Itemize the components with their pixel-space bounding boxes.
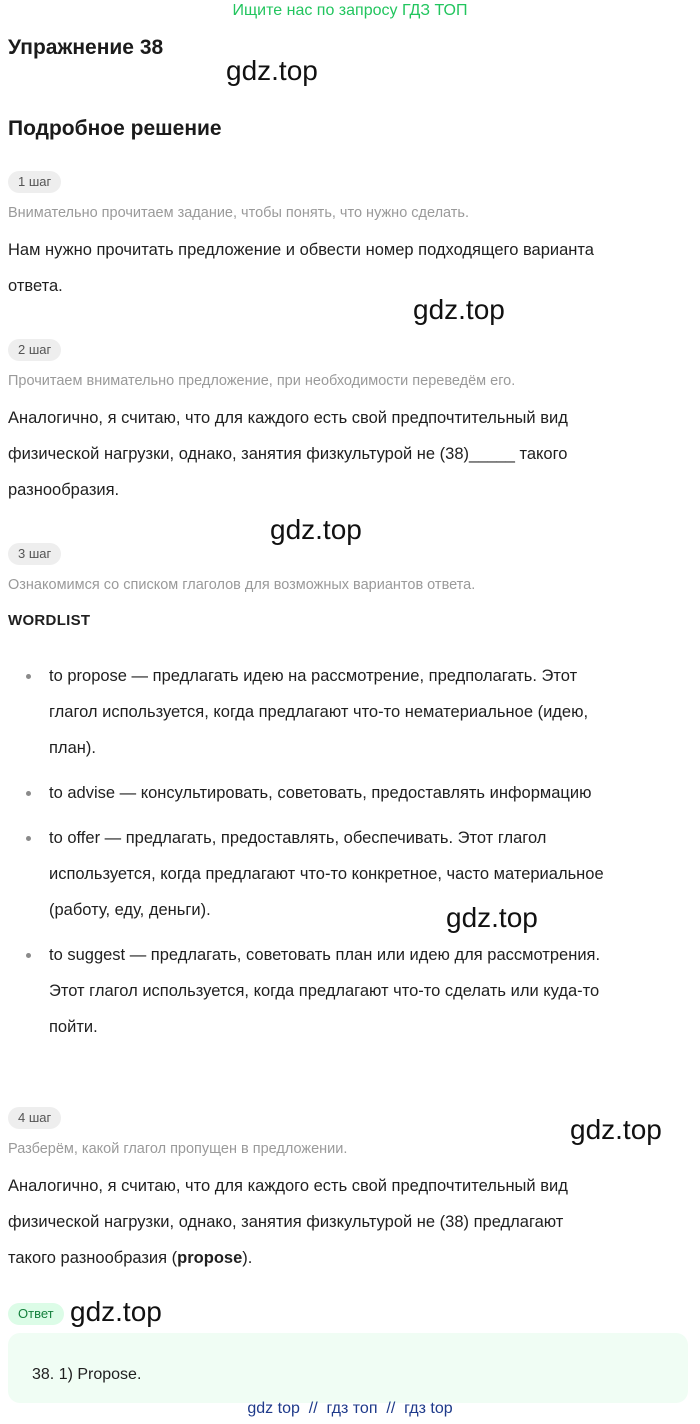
section-title: Подробное решение — [8, 117, 222, 140]
text-line: Нам нужно прочитать предложение и обвести номер подходящего варианта — [8, 241, 594, 259]
text-line: ответа. — [8, 277, 63, 295]
step-label: 4 шаг — [8, 1107, 61, 1129]
text-line: (работу, еду, деньги). — [49, 901, 211, 919]
search-banner: Ищите нас по запросу ГДЗ ТОП — [232, 2, 468, 19]
step-1-hint: Внимательно прочитаем задание, чтобы понять, что нужно сделать. — [8, 205, 470, 221]
text-line: физической нагрузки, однако, занятия физкультурой не (38) предлагают — [8, 1213, 564, 1231]
text-line: глагол используется, когда предлагают что-то нематериальное (идею, — [49, 703, 589, 721]
text-line: Аналогично, я считаю, что для каждого есть свой предпочтительный вид — [8, 409, 568, 427]
step-4-badge — [8, 1107, 61, 1129]
text-line: to advise — консультировать, советовать, предоставлять информацию — [49, 784, 592, 802]
text-line — [8, 1240, 693, 1276]
wordlist — [8, 658, 688, 1045]
answer-badge — [8, 1303, 64, 1325]
list-item — [8, 658, 688, 766]
text-line: to offer — предлагать, предоставлять, обеспечивать. Этот глагол — [49, 829, 547, 847]
list-item — [8, 820, 688, 928]
step-3-hint: Ознакомимся со списком глаголов для возможных вариантов ответа. — [8, 577, 476, 593]
step-3-badge — [8, 543, 61, 565]
watermark: gdz.top — [226, 55, 318, 86]
watermark: gdz.top — [270, 514, 362, 545]
step-1-badge — [8, 171, 61, 193]
text-line: Этот глагол используется, когда предлагают что-то сделать или куда-то — [49, 982, 600, 1000]
list-item — [8, 775, 688, 811]
watermark: gdz.top — [70, 1296, 162, 1327]
wordlist-heading: WORDLIST — [8, 612, 91, 629]
step-1-text — [8, 232, 693, 304]
step-2-hint: Прочитаем внимательно предложение, при необходимости переведём его. — [8, 373, 516, 389]
text-line: пойти. — [49, 1018, 98, 1036]
page-title: Упражнение 38 — [8, 36, 164, 59]
text-line: используется, когда предлагают что-то конкретное, часто материальное — [49, 865, 604, 883]
step-label: 1 шаг — [8, 171, 61, 193]
text-line: план). — [49, 739, 96, 757]
footer-links: gdz top // гдз топ // гдз top — [247, 1400, 453, 1417]
step-label: 2 шаг — [8, 339, 61, 361]
answer-text: 38. 1) Propose. — [32, 1366, 142, 1383]
text-line: разнообразия. — [8, 481, 120, 499]
text-fragment: такого разнообразия ( — [8, 1249, 178, 1267]
watermark: gdz.top — [413, 294, 505, 325]
text-line: to suggest — предлагать, советовать план или идею для рассмотрения. — [49, 946, 601, 964]
step-4-text — [8, 1168, 693, 1276]
step-2-text — [8, 400, 693, 508]
answer-word: propose — [177, 1249, 243, 1267]
watermark: gdz.top — [570, 1114, 662, 1145]
text-line: Аналогично, я считаю, что для каждого есть свой предпочтительный вид — [8, 1177, 568, 1195]
text-fragment: ). — [242, 1249, 253, 1267]
text-line: физической нагрузки, однако, занятия физкультурой не (38)_____ такого — [8, 445, 568, 463]
step-label: 3 шаг — [8, 543, 61, 565]
watermark: gdz.top — [446, 902, 538, 933]
answer-label: Ответ — [8, 1303, 64, 1325]
step-4-hint: Разберём, какой глагол пропущен в предложении. — [8, 1141, 348, 1157]
text-line: to propose — предлагать идею на рассмотрение, предполагать. Этот — [49, 667, 578, 685]
step-2-badge — [8, 339, 61, 361]
list-item — [8, 937, 688, 1045]
